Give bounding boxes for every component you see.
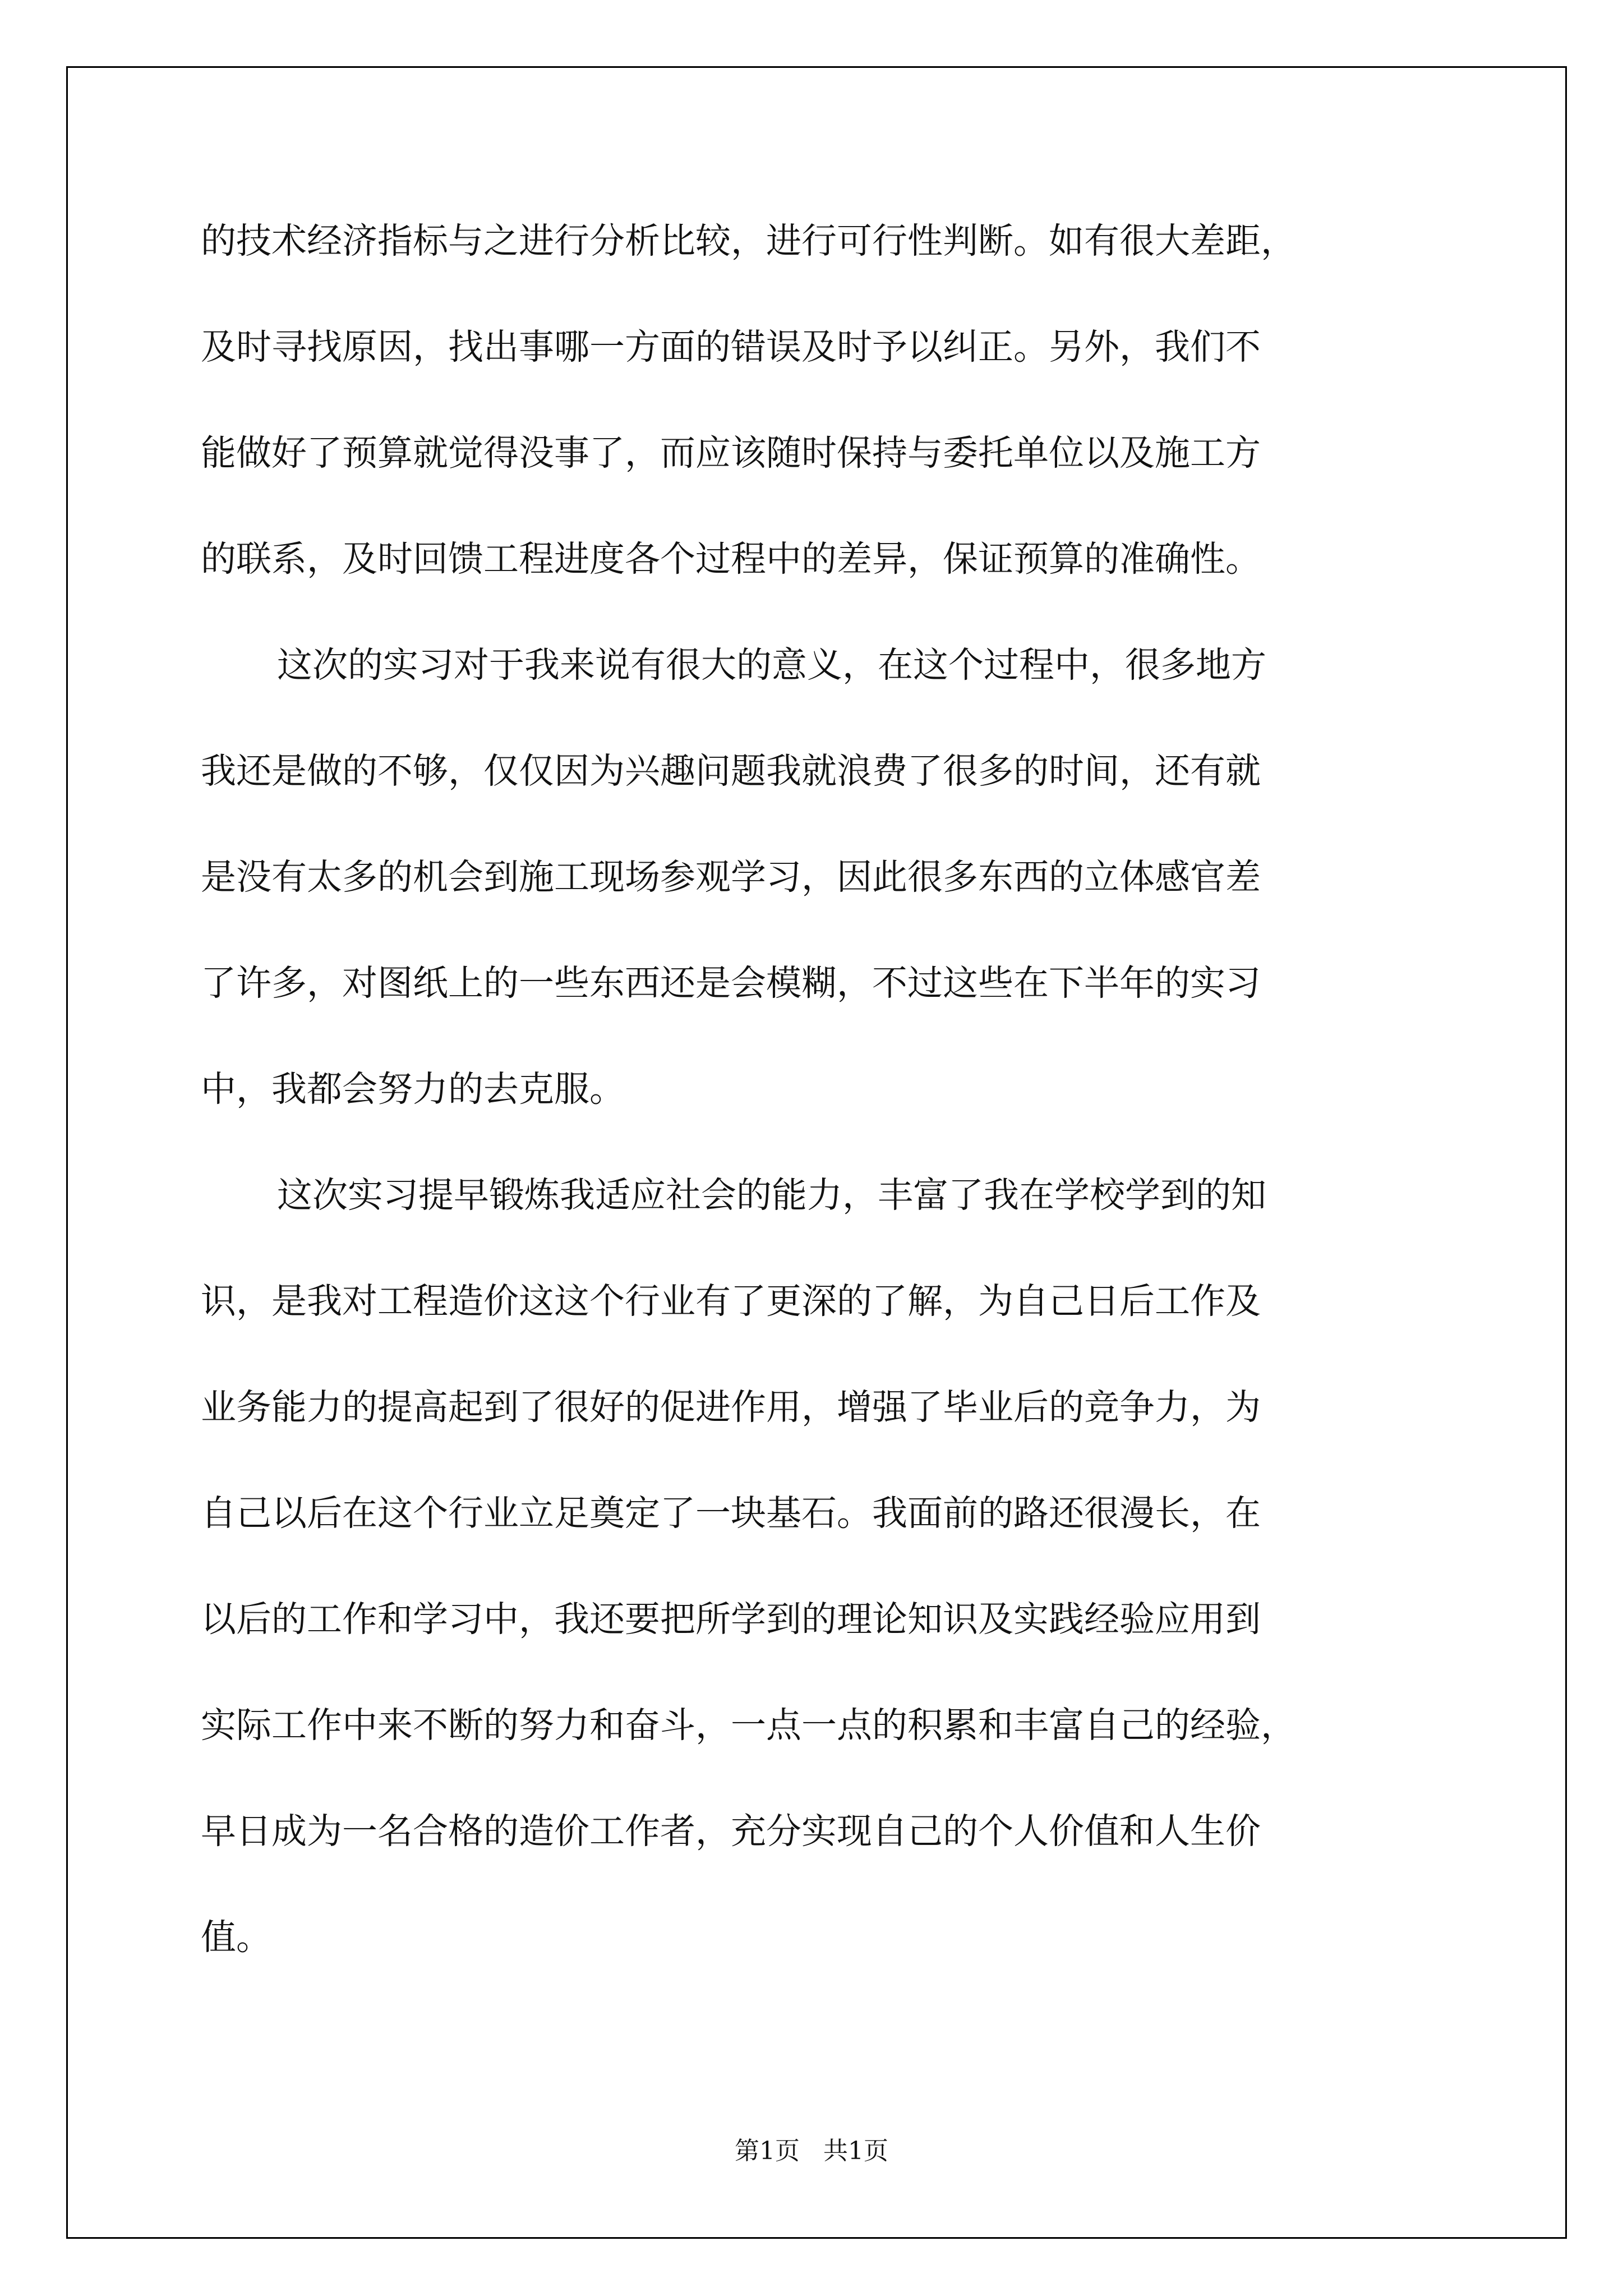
text-line: 早日成为一名合格的造价工作者，充分实现自己的个人价值和人生价 (201, 1811, 1261, 1852)
paragraph-start-line: 这次实习提早锻炼我适应社会的能力，丰富了我在学校学到的知 (277, 1175, 1266, 1216)
text-line: 是没有太多的机会到施工现场参观学习，因此很多东西的立体感官差 (201, 857, 1261, 898)
text-line: 能做好了预算就觉得没事了，而应该随时保持与委托单位以及施工方 (201, 432, 1261, 473)
text-line: 识，是我对工程造价这这个行业有了更深的了解，为自己日后工作及 (201, 1281, 1261, 1322)
document-body (201, 188, 1435, 1990)
text-line: 实际工作中来不断的努力和奋斗，一点一点的积累和丰富自己的经验， (201, 1705, 1296, 1746)
page-number: 第1页 (735, 2137, 800, 2165)
text-line: 自己以后在这个行业立足奠定了一块基石。我面前的路还很漫长，在 (201, 1493, 1261, 1534)
page-footer (0, 2134, 1623, 2168)
text-line: 的技术经济指标与之进行分析比较，进行可行性判断。如有很大差距， (201, 220, 1296, 261)
text-line: 了许多，对图纸上的一些东西还是会模糊，不过这些在下半年的实习 (201, 963, 1261, 1004)
paragraph-start-line: 这次的实习对于我来说有很大的意义，在这个过程中，很多地方 (277, 645, 1266, 685)
text-line: 中，我都会努力的去克服。 (201, 1069, 625, 1110)
page-total: 共1页 (823, 2137, 888, 2165)
text-line: 及时寻找原因，找出事哪一方面的错误及时予以纠正。另外，我们不 (201, 326, 1261, 367)
text-line: 的联系，及时回馈工程进度各个过程中的差异，保证预算的准确性。 (201, 539, 1261, 579)
text-line: 值。 (201, 1917, 271, 1958)
text-line: 我还是做的不够，仅仅因为兴趣问题我就浪费了很多的时间，还有就 (201, 751, 1261, 792)
text-line: 业务能力的提高起到了很好的促进作用，增强了毕业后的竞争力，为 (201, 1387, 1261, 1428)
text-line: 以后的工作和学习中，我还要把所学到的理论知识及实践经验应用到 (201, 1599, 1261, 1640)
